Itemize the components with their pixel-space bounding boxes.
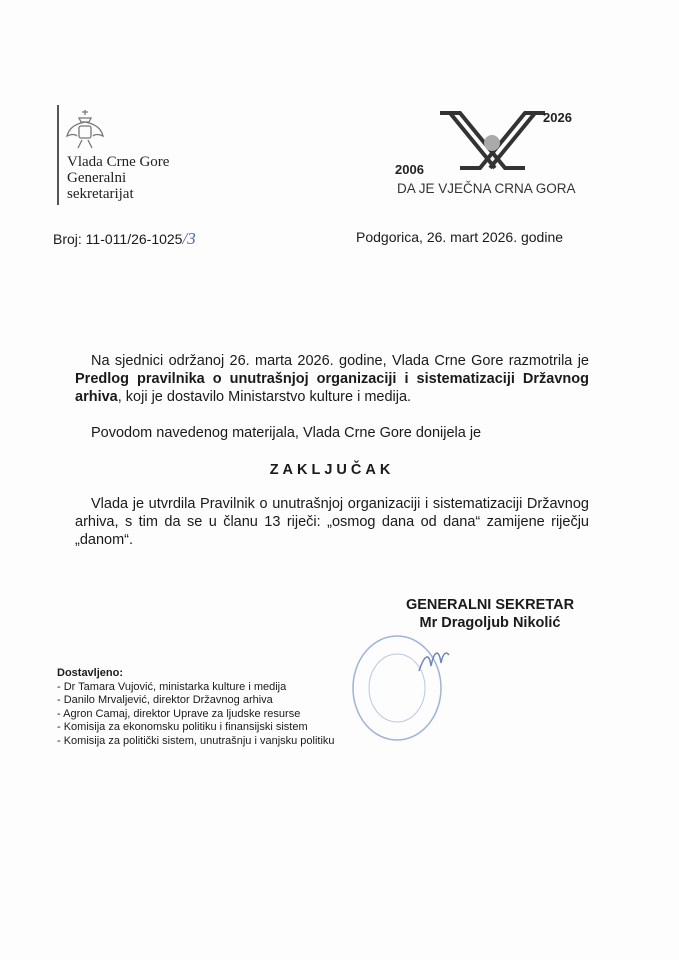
anniversary-logo xyxy=(395,108,595,193)
org-line: sekretarijat xyxy=(67,186,134,202)
logo-year-end: 2026 xyxy=(543,110,572,125)
distribution-label: Dostavljeno: xyxy=(57,667,124,679)
number-text: Broj: 11-011/26-1025 xyxy=(53,231,183,247)
org-line: Generalni xyxy=(67,170,127,186)
logo-slogan: DA JE VJEČNA CRNA GORA xyxy=(397,181,576,193)
list-item: - Agron Camaj, direktor Uprave za ljudske resurse xyxy=(57,707,301,720)
official-stamp xyxy=(334,626,474,746)
org-line: Vlada Crne Gore xyxy=(67,154,170,170)
handwritten-number: /3 xyxy=(182,229,196,248)
coat-of-arms-icon xyxy=(62,106,108,152)
org-name xyxy=(67,154,169,202)
signature-scribble xyxy=(419,653,449,671)
signatory-title: GENERALNI SEKRETAR xyxy=(405,597,575,613)
paragraph-conclusion: Vlada je utvrdila Pravilnik o unutrašnjoj organizaciji i sistematizaciji Državnog arhiva, s tim da se u članu 13 riječi: „osmog dana od dana“ zamijene riječju „danom“. xyxy=(75,496,589,548)
list-item: - Komisija za ekonomsku politiku i finansijski sistem xyxy=(57,721,308,733)
text: Na sjednici održanoj 26. marta 2026. godine, Vlada Crne Gore razmotrila je xyxy=(91,353,589,369)
place-date: Podgorica, 26. mart 2026. godine xyxy=(356,229,564,245)
logo-year-start: 2006 xyxy=(395,162,424,177)
document-number xyxy=(53,229,196,249)
list-item: - Dr Tamara Vujović, ministarka kulture i medija xyxy=(57,680,287,693)
list-item: - Danilo Mrvaljević, direktor Državnog arhiva xyxy=(57,694,273,706)
text: , koji je dostavilo Ministarstvo kulture i medija. xyxy=(117,389,412,405)
distribution-list xyxy=(57,667,335,748)
material-title: Predlog pravilnika o unutrašnjoj organizaciji i sistematizaciji Državnog arhiva xyxy=(75,371,589,405)
paragraph-intro xyxy=(75,352,589,406)
paragraph-decision-intro: Povodom navedenog materijala, Vlada Crne Gore donijela je xyxy=(91,425,482,441)
conclusion-heading: ZAKLJUČAK xyxy=(269,462,395,478)
signatory-name: Mr Dragoljub Nikolić xyxy=(419,615,561,631)
header-divider xyxy=(57,105,59,205)
list-item: - Komisija za politički sistem, unutrašnju i vanjsku politiku xyxy=(57,734,335,747)
